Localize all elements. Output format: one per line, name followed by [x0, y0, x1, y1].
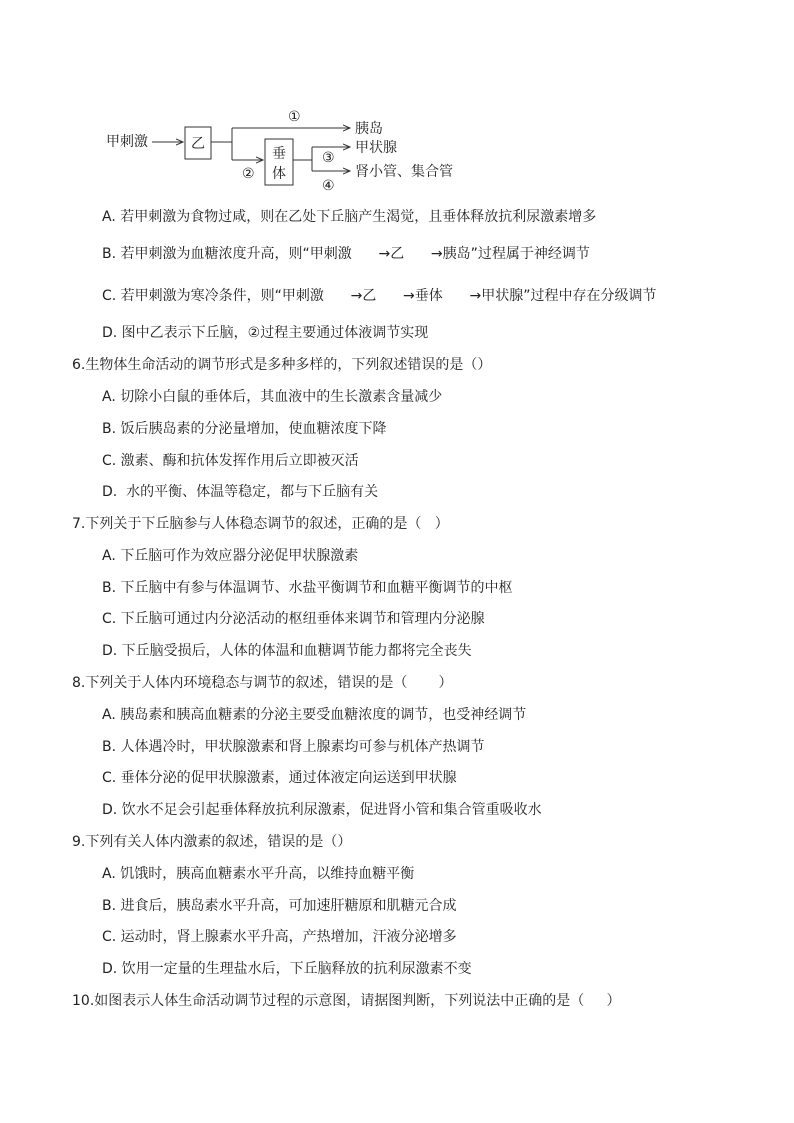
- target-kidney-label: 肾小管、集合管: [355, 164, 453, 180]
- q10-stem: 10.如图表示人体生命活动调节过程的示意图，请据图判断，下列说法中正确的是（ ）: [72, 993, 621, 1009]
- box-yi-label: 乙: [191, 136, 205, 152]
- q9-stem: 9.下列有关人体内激素的叙述，错误的是（）: [72, 834, 352, 850]
- q8-option-b: B. 人体遇冷时，甲状腺激素和肾上腺素均可参与机体产热调节: [102, 739, 485, 755]
- q5-option-a: A. 若甲刺激为食物过咸，则在乙处下丘脑产生渴觉，且垂体释放抗利尿激素增多: [102, 209, 597, 225]
- regulation-diagram: [100, 100, 500, 200]
- num4-label: ④: [322, 178, 335, 194]
- num3-label: ③: [322, 150, 335, 166]
- target-pancreas-label: 胰岛: [355, 121, 383, 137]
- q6-option-a: A. 切除小白鼠的垂体后，其血液中的生长激素含量减少: [102, 389, 443, 405]
- q6-option-c: C. 激素、酶和抗体发挥作用后立即被灭活: [102, 453, 359, 469]
- q8-option-d: D. 饮水不足会引起垂体释放抗利尿激素，促进肾小管和集合管重吸收水: [102, 802, 542, 818]
- q7-option-d: D. 下丘脑受损后，人体的体温和血糖调节能力都将完全丧失: [102, 643, 472, 659]
- q6-option-d: D. 水的平衡、体温等稳定，都与下丘脑有关: [102, 484, 379, 500]
- q9-option-c: C. 运动时，肾上腺素水平升高，产热增加，汗液分泌增多: [102, 929, 457, 945]
- q9-option-d: D. 饮用一定量的生理盐水后，下丘脑释放的抗利尿激素不变: [102, 961, 472, 977]
- q5-option-d: D. 图中乙表示下丘脑，②过程主要通过体液调节实现: [102, 325, 429, 341]
- q5-option-b: B. 若甲刺激为血糖浓度升高，则“甲刺激 →乙 →胰岛”过程属于神经调节: [102, 246, 590, 262]
- regulation-diagram-svg: [100, 100, 500, 200]
- q9-option-a: A. 饥饿时，胰高血糖素水平升高，以维持血糖平衡: [102, 866, 415, 882]
- q8-option-a: A. 胰岛素和胰高血糖素的分泌主要受血糖浓度的调节，也受神经调节: [102, 707, 527, 723]
- q8-option-c: C. 垂体分泌的促甲状腺激素，通过体液定向运送到甲状腺: [102, 770, 457, 786]
- q8-stem: 8.下列关于人体内环境稳态与调节的叙述，错误的是（ ）: [72, 675, 453, 691]
- q9-option-b: B. 进食后，胰岛素水平升高，可加速肝糖原和肌糖元合成: [102, 898, 457, 914]
- box-pituitary-top-label: 垂: [272, 146, 286, 162]
- q7-option-c: C. 下丘脑可通过内分泌活动的枢纽垂体来调节和管理内分泌腺: [102, 611, 485, 627]
- q7-option-a: A. 下丘脑可作为效应器分泌促甲状腺激素: [102, 548, 359, 564]
- q6-stem: 6.生物体生命活动的调节形式是多种多样的，下列叙述错误的是（）: [72, 357, 492, 373]
- num1-label: ①: [288, 109, 301, 125]
- stimulus-label: 甲刺激: [106, 134, 148, 150]
- box-pituitary-bottom-label: 体: [272, 166, 286, 182]
- target-thyroid-label: 甲状腺: [355, 140, 397, 156]
- num2-label: ②: [242, 166, 255, 182]
- q5-option-c: C. 若甲刺激为寒冷条件，则“甲刺激 →乙 →垂体 →甲状腺”过程中存在分级调节: [102, 288, 657, 304]
- q7-option-b: B. 下丘脑中有参与体温调节、水盐平衡调节和血糖平衡调节的中枢: [102, 580, 513, 596]
- q6-option-b: B. 饭后胰岛素的分泌量增加，使血糖浓度下降: [102, 421, 387, 437]
- q7-stem: 7.下列关于下丘脑参与人体稳态调节的叙述，正确的是（ ）: [72, 516, 449, 532]
